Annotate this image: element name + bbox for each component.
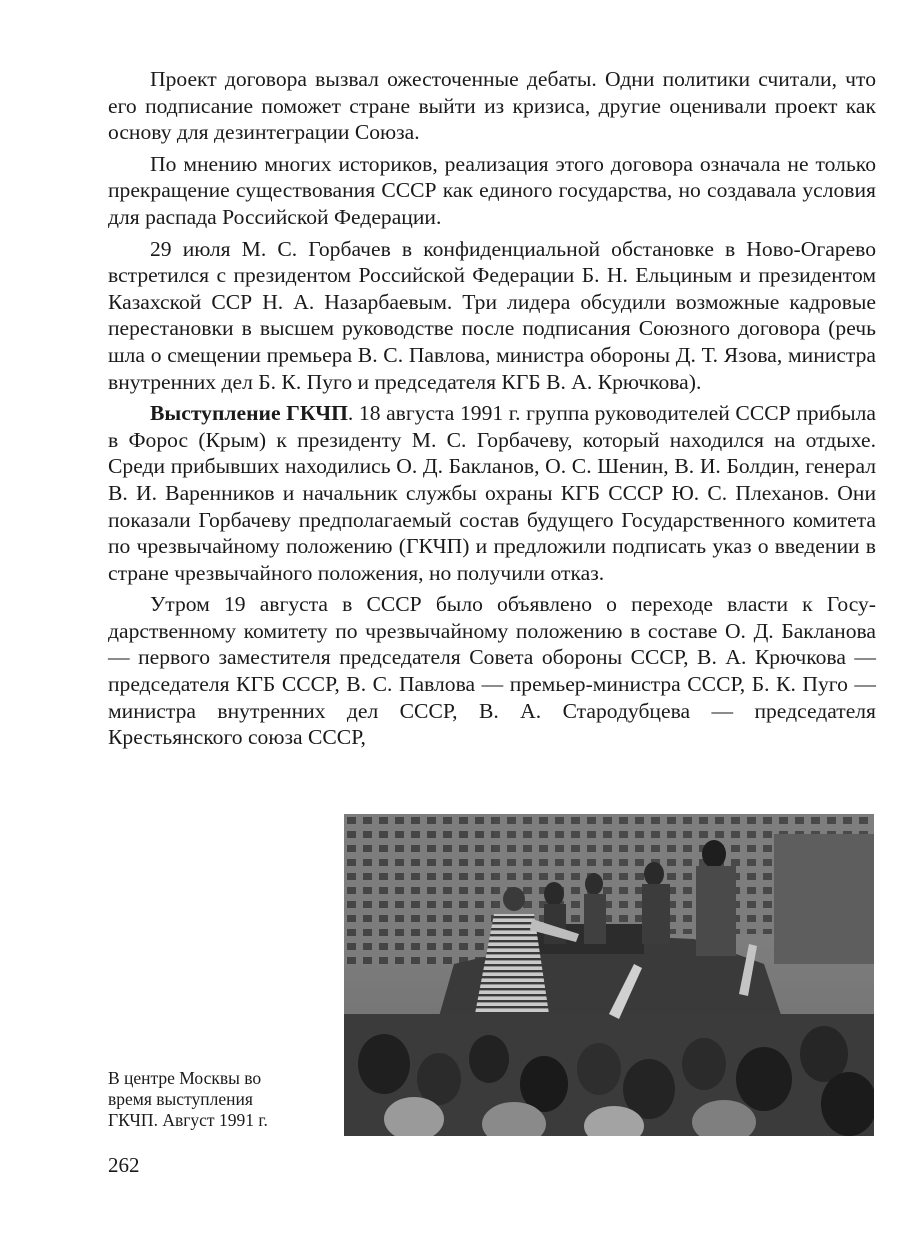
photo-moscow-crowd: [344, 814, 874, 1136]
photo-illustration: [344, 814, 874, 1136]
main-text: [108, 66, 876, 751]
page-number: 262: [108, 1153, 140, 1177]
paragraph-5: Утром 19 августа в СССР было объявлено о переходе власти к Государственному комитету по чрезвычайному положению в составе О. Д. Бакланова — первого заместителя председателя Совета обороны СССР, В. А. Крючкова — председателя КГБ СССР, В. С. Павлова — премьер-министра СССР, Б. К. Пуго — министра внутренних дел СССР, В. А. Стародубцева — председателя Крестьянского союза СССР,: [108, 592, 876, 750]
paragraph-4-text: . 18 августа 1991 г. группа руководителей СССР прибыла в Форос (Крым) к президенту М. С. Горбачеву, который находился на отдыхе. Среди прибывших находились О. Д. Бакланов, О. С. Шенин, В. И. Болдин, генерал В. И. Варенников и начальник службы охраны КГБ СССР Ю. С. Плеханов. Они показали Горбачеву предполагаемый состав будущего Государственного комитета по чрезвычайному положению (ГКЧП) и предложили подписать указ о введении в стране чрезвычайного положения, но получили отказ.: [108, 401, 876, 585]
caption-line-2: время выступления: [108, 1089, 253, 1109]
paragraph-3: 29 июля М. С. Горбачев в конфиденциальной обстановке в Ново-Огарево встретился с президентом Российской Федерации Б. Н. Ельциным и президентом Казахской ССР Н. А. Назарбаевым. Три лидера обсудили возможные кадровые перестановки в высшем руководстве после подписания Союзного договора (речь шла о смещении премьера В. С. Павлова, министра обороны Д. Т. Язова, министра внутренних дел Б. К. Пуго и председателя КГБ В. А. Крючкова).: [108, 236, 876, 394]
photo-caption: [108, 1068, 328, 1131]
caption-line-1: В центре Москвы во: [108, 1068, 262, 1088]
paragraph-4: [108, 400, 876, 586]
paragraph-1: Проект договора вызвал ожесточенные дебаты. Одни политики считали, что его подписание поможет стране выйти из кризиса, другие оценивали проект как основу для дезинтеграции Союза.: [108, 67, 876, 145]
caption-line-3: ГКЧП. Август 1991 г.: [108, 1110, 268, 1130]
paragraph-2: По мнению многих историков, реализация этого договора означала не только прекращение существования СССР как единого государства, но создавала условия для распада Российской Федерации.: [108, 151, 876, 229]
section-heading: Выступление ГКЧП: [150, 401, 348, 426]
